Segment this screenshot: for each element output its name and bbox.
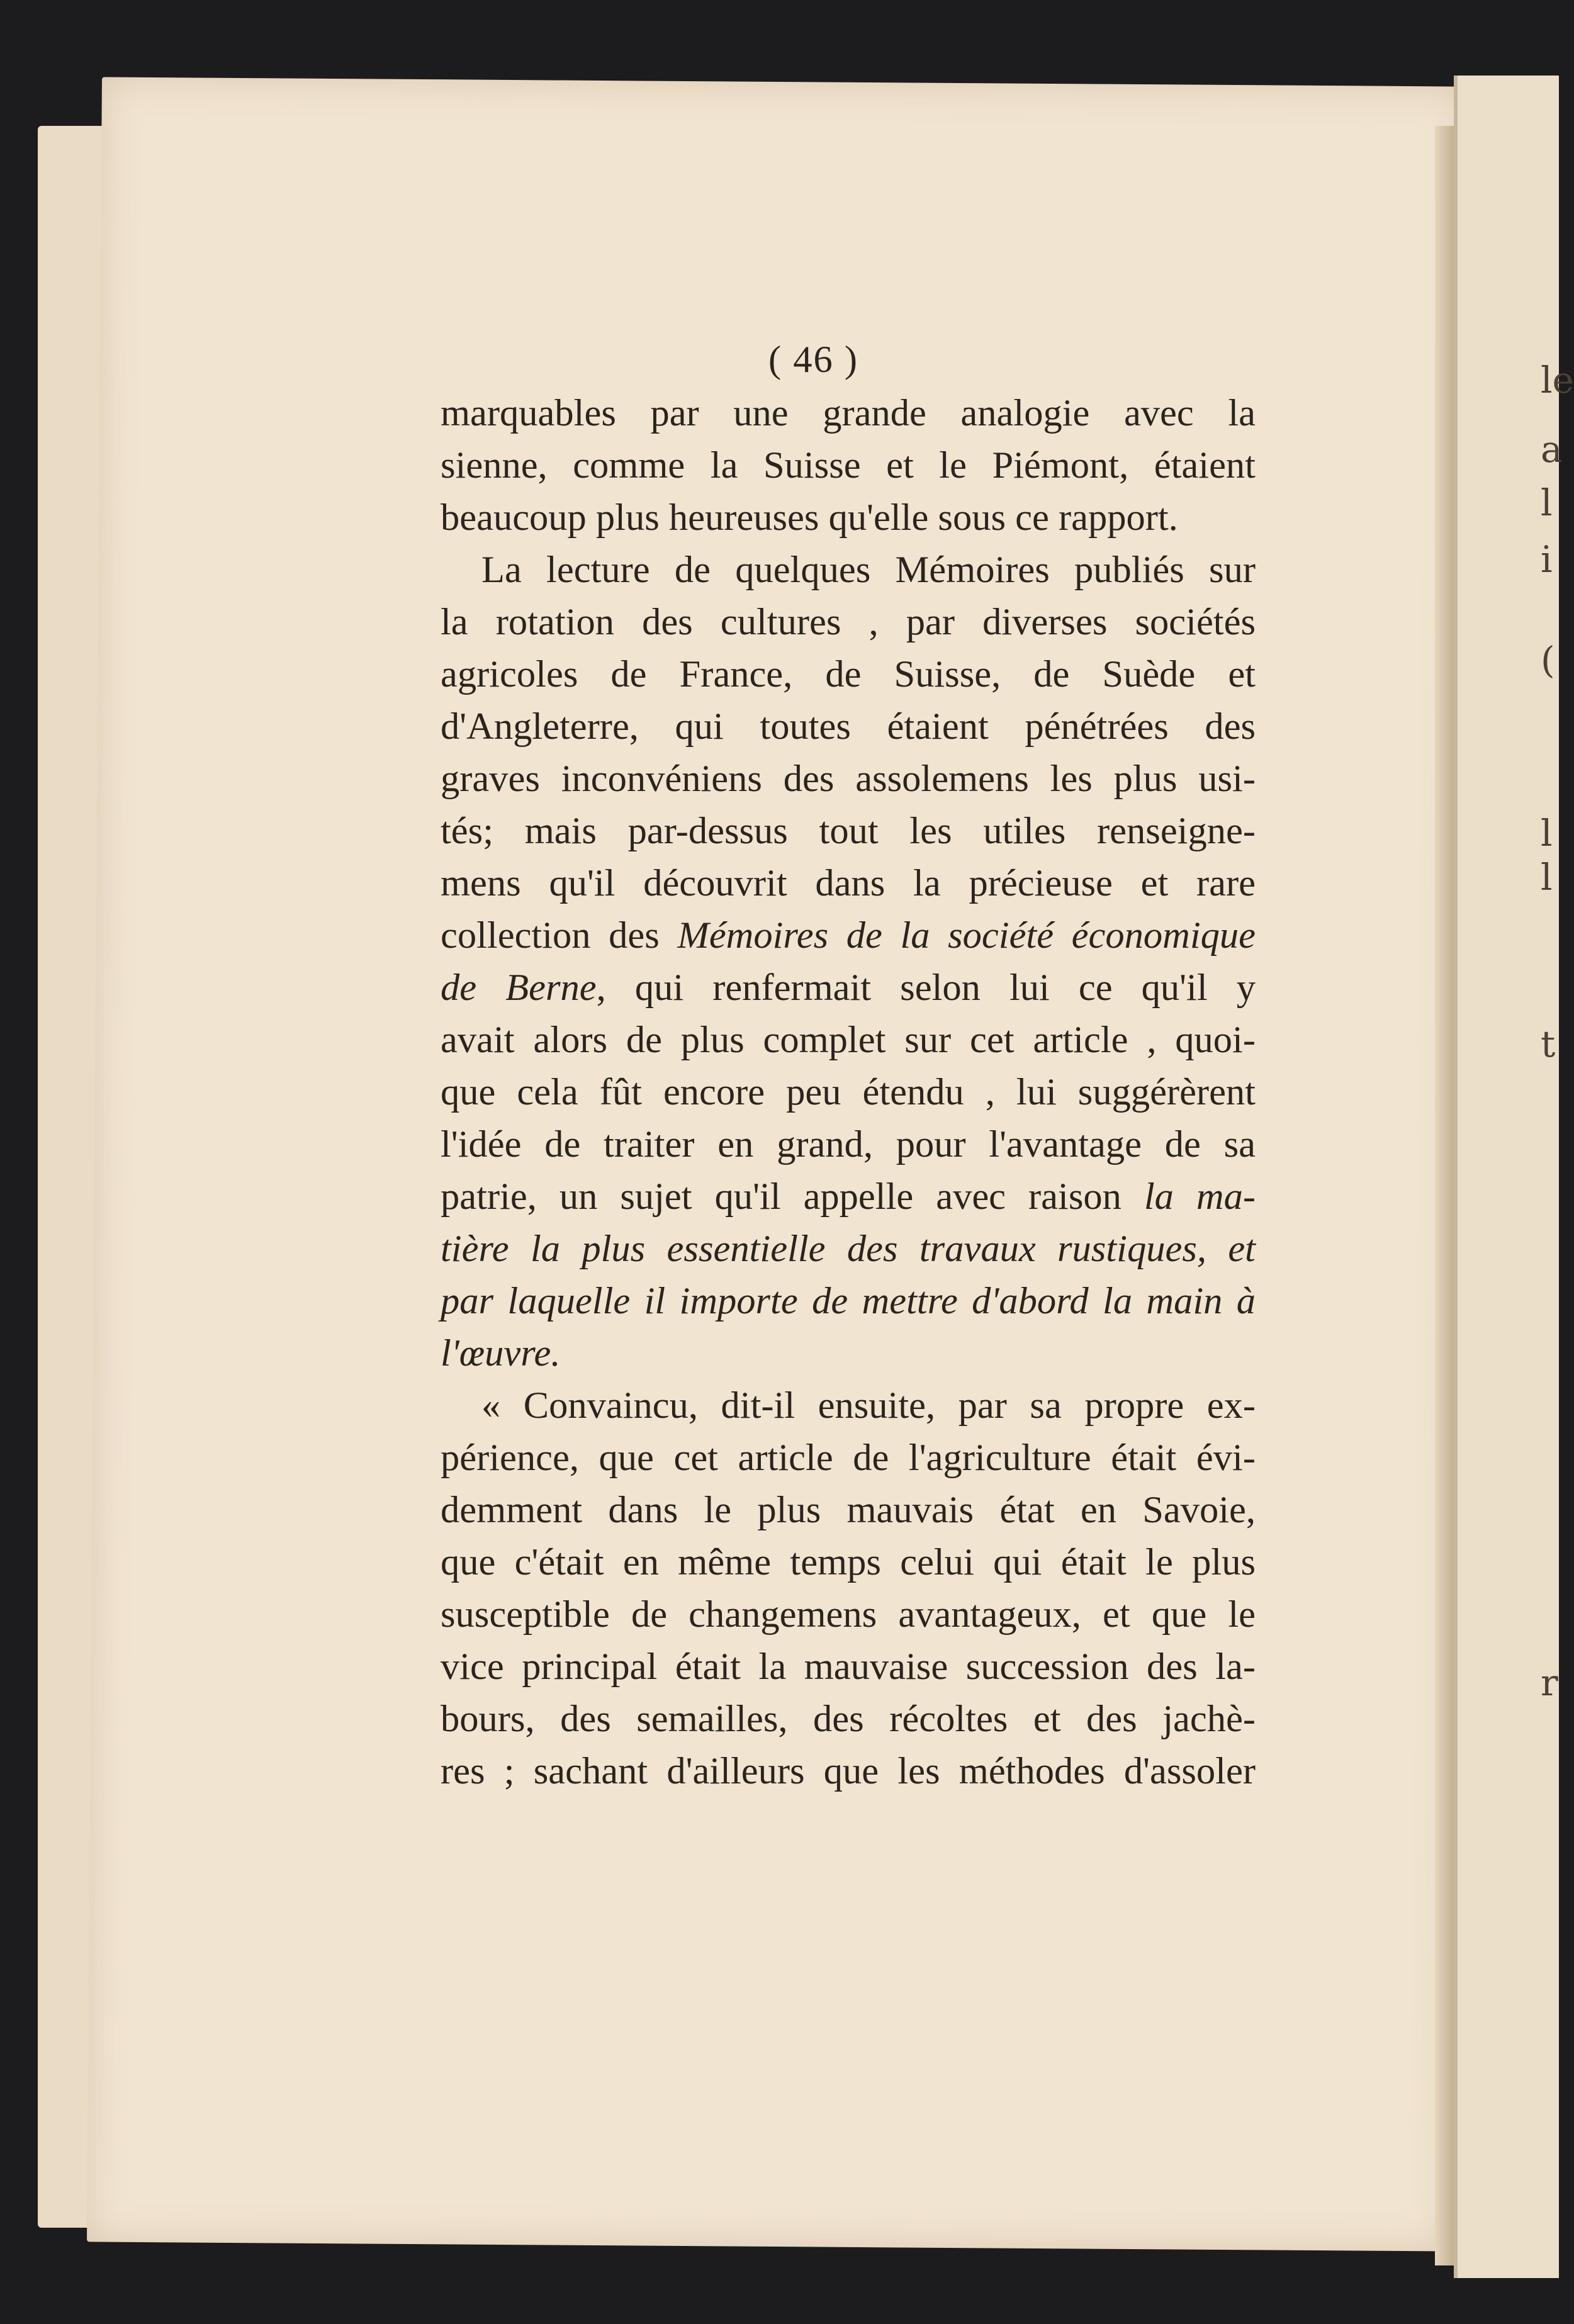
facing-page-letter: t: [1541, 1023, 1556, 1065]
text-line: « Convaincu, dit-il ensuite, par sa propre ex-: [481, 1384, 1256, 1427]
text-line: vice principal était la mauvaise succession des la-: [441, 1646, 1256, 1688]
text-line: que cela fût encore peu étendu , lui suggérèrent: [441, 1071, 1256, 1113]
text-line: l'idée de traiter en grand, pour l'avantage de sa: [441, 1123, 1256, 1165]
text-segment: collection des: [441, 914, 678, 957]
facing-page-letter: (: [1541, 639, 1555, 682]
facing-page-letter: r: [1541, 1661, 1558, 1704]
text-line: l'œuvre.: [441, 1332, 561, 1374]
text-lines: [441, 387, 1256, 1797]
text-line: périence, que cet article de l'agriculture était évi-: [441, 1437, 1256, 1479]
text-line: [441, 909, 1256, 962]
text-line: [441, 962, 1256, 1014]
text-line: avait alors de plus complet sur cet article , quoi-: [441, 1019, 1256, 1061]
text-line: graves inconvéniens des assolemens les plus usi-: [441, 758, 1256, 800]
text-line: mens qu'il découvrit dans la précieuse et rare: [441, 862, 1256, 904]
text-segment: , qui renfermait selon lui ce qu'il y: [596, 967, 1256, 1009]
page-number: ( 46 ): [768, 339, 859, 381]
text-line: tés; mais par-dessus tout les utiles renseigne-: [441, 810, 1256, 852]
facing-page: [1454, 76, 1559, 2278]
text-line: [441, 1170, 1256, 1223]
page-text: [441, 334, 1256, 1797]
facing-page-letter: l: [1541, 812, 1553, 855]
text-line: tière la plus essentielle des travaux rustiques, et: [441, 1228, 1256, 1270]
text-line: bours, des semailles, des récoltes et des jachè-: [441, 1698, 1256, 1740]
text-line: susceptible de changemens avantageux, et que le: [441, 1593, 1256, 1636]
text-line: par laquelle il importe de mettre d'abord la main à: [441, 1280, 1256, 1322]
text-line: que c'était en même temps celui qui était le plus: [441, 1541, 1256, 1583]
facing-page-letter: a: [1541, 428, 1563, 471]
text-segment: Mémoires de la société économique: [677, 914, 1256, 957]
text-segment: de Berne: [441, 967, 597, 1009]
facing-page-letter: le: [1541, 359, 1574, 401]
facing-page-letter: l: [1541, 481, 1553, 524]
facing-page-letter: l: [1541, 856, 1553, 899]
text-line: la rotation des cultures , par diverses sociétés: [441, 601, 1256, 643]
facing-page-letter: i: [1541, 538, 1553, 581]
text-line: d'Angleterre, qui toutes étaient pénétrées des: [441, 705, 1256, 748]
text-line: sienne, comme la Suisse et le Piémont, étaient: [441, 444, 1256, 486]
text-line: beaucoup plus heureuses qu'elle sous ce rapport.: [441, 497, 1178, 539]
text-line: La lecture de quelques Mémoires publiés sur: [481, 549, 1256, 591]
text-segment: patrie, un sujet qu'il appelle avec raison: [441, 1176, 1144, 1218]
text-line: demment dans le plus mauvais état en Savoie,: [441, 1489, 1256, 1531]
text-line: marquables par une grande analogie avec la: [441, 392, 1256, 434]
text-segment: la ma-: [1144, 1176, 1256, 1218]
text-line: agricoles de France, de Suisse, de Suède et: [441, 653, 1256, 695]
text-line: res ; sachant d'ailleurs que les méthodes d'assoler: [441, 1750, 1256, 1792]
